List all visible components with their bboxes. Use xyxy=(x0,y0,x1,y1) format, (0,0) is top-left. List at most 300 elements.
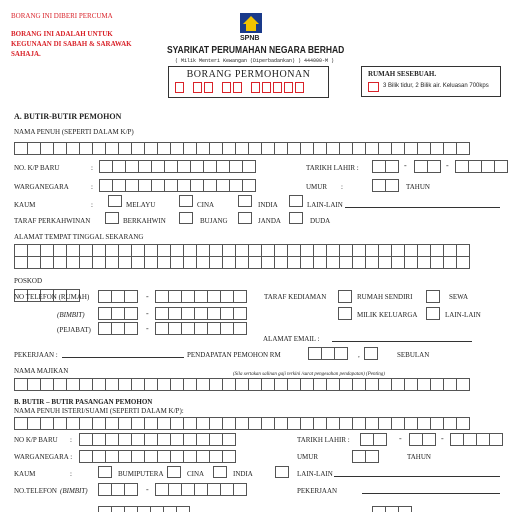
input-cell[interactable] xyxy=(203,160,217,173)
input-cell[interactable] xyxy=(183,417,197,430)
input-cell[interactable] xyxy=(209,142,223,155)
input-cell[interactable] xyxy=(430,256,444,269)
input-cell[interactable] xyxy=(235,378,249,391)
input-cell[interactable] xyxy=(196,450,210,463)
house-type-checkbox[interactable] xyxy=(368,82,379,92)
input-cell[interactable] xyxy=(170,450,184,463)
input-cell[interactable] xyxy=(209,450,223,463)
input-cell[interactable] xyxy=(27,417,41,430)
input-cell[interactable] xyxy=(261,417,275,430)
input-cell[interactable] xyxy=(155,290,169,303)
input-cell[interactable] xyxy=(233,483,247,496)
input-cell[interactable] xyxy=(308,347,322,360)
input-cell[interactable] xyxy=(222,450,236,463)
dob-month-grid[interactable] xyxy=(414,160,440,173)
input-cell[interactable] xyxy=(300,417,314,430)
input-cell[interactable] xyxy=(220,307,234,320)
input-cell[interactable] xyxy=(209,433,223,446)
input-cell[interactable] xyxy=(222,433,236,446)
input-cell[interactable] xyxy=(229,160,243,173)
phone-office-prefix-grid[interactable] xyxy=(98,322,137,335)
input-cell[interactable] xyxy=(352,450,366,463)
input-cell[interactable] xyxy=(99,160,113,173)
input-cell[interactable] xyxy=(27,378,41,391)
input-cell[interactable] xyxy=(131,417,145,430)
race-other-line[interactable] xyxy=(345,207,500,208)
spouse-phone-prefix-grid[interactable] xyxy=(98,483,137,496)
input-cell[interactable] xyxy=(456,417,470,430)
input-cell[interactable] xyxy=(248,417,262,430)
input-cell[interactable] xyxy=(92,378,106,391)
input-cell[interactable] xyxy=(27,142,41,155)
input-cell[interactable] xyxy=(207,290,221,303)
input-cell[interactable] xyxy=(463,433,477,446)
input-cell[interactable] xyxy=(131,142,145,155)
age-input-grid[interactable] xyxy=(372,179,398,192)
spouse-dob-month-grid[interactable] xyxy=(409,433,435,446)
input-cell[interactable] xyxy=(111,307,125,320)
phone-home-prefix-grid[interactable] xyxy=(98,290,137,303)
input-cell[interactable] xyxy=(313,142,327,155)
input-cell[interactable] xyxy=(112,160,126,173)
input-cell[interactable] xyxy=(168,322,182,335)
input-cell[interactable] xyxy=(248,378,262,391)
input-cell[interactable] xyxy=(111,322,125,335)
input-cell[interactable] xyxy=(372,179,386,192)
input-cell[interactable] xyxy=(326,256,340,269)
input-cell[interactable] xyxy=(207,322,221,335)
input-cell[interactable] xyxy=(391,417,405,430)
input-cell[interactable] xyxy=(194,307,208,320)
ic-input-grid[interactable] xyxy=(99,160,255,173)
input-cell[interactable] xyxy=(183,142,197,155)
input-cell[interactable] xyxy=(157,142,171,155)
input-cell[interactable] xyxy=(66,378,80,391)
input-cell[interactable] xyxy=(372,160,386,173)
input-cell[interactable] xyxy=(391,142,405,155)
input-cell[interactable] xyxy=(209,417,223,430)
input-cell[interactable] xyxy=(194,322,208,335)
marital-single-checkbox[interactable] xyxy=(179,212,193,224)
input-cell[interactable] xyxy=(66,142,80,155)
input-cell[interactable] xyxy=(144,142,158,155)
input-cell[interactable] xyxy=(378,142,392,155)
input-cell[interactable] xyxy=(92,256,106,269)
input-cell[interactable] xyxy=(181,483,195,496)
spouse-race-cina-checkbox[interactable] xyxy=(167,466,181,478)
input-cell[interactable] xyxy=(124,506,138,512)
input-cell[interactable] xyxy=(313,417,327,430)
input-cell[interactable] xyxy=(14,256,28,269)
input-cell[interactable] xyxy=(155,483,169,496)
phone-mobile-prefix-grid[interactable] xyxy=(98,307,137,320)
input-cell[interactable] xyxy=(176,506,190,512)
input-cell[interactable] xyxy=(196,256,210,269)
input-cell[interactable] xyxy=(365,450,379,463)
income-decimal-box[interactable] xyxy=(364,347,378,360)
input-cell[interactable] xyxy=(334,347,348,360)
input-cell[interactable] xyxy=(150,506,164,512)
spouse-next-row-grid[interactable] xyxy=(98,506,189,512)
input-cell[interactable] xyxy=(196,142,210,155)
input-cell[interactable] xyxy=(164,179,178,192)
input-cell[interactable] xyxy=(79,433,93,446)
input-cell[interactable] xyxy=(144,433,158,446)
input-cell[interactable] xyxy=(190,160,204,173)
input-cell[interactable] xyxy=(220,483,234,496)
input-cell[interactable] xyxy=(385,179,399,192)
input-cell[interactable] xyxy=(274,142,288,155)
input-cell[interactable] xyxy=(339,142,353,155)
input-cell[interactable] xyxy=(378,378,392,391)
residence-own-checkbox[interactable] xyxy=(338,290,352,303)
input-cell[interactable] xyxy=(105,256,119,269)
input-cell[interactable] xyxy=(53,378,67,391)
input-cell[interactable] xyxy=(144,256,158,269)
input-cell[interactable] xyxy=(131,433,145,446)
input-cell[interactable] xyxy=(92,433,106,446)
input-cell[interactable] xyxy=(404,417,418,430)
employer-grid[interactable] xyxy=(14,378,469,391)
job-line[interactable] xyxy=(62,357,184,358)
input-cell[interactable] xyxy=(118,256,132,269)
input-cell[interactable] xyxy=(105,378,119,391)
input-cell[interactable] xyxy=(105,417,119,430)
input-cell[interactable] xyxy=(300,142,314,155)
input-cell[interactable] xyxy=(170,378,184,391)
marital-married-checkbox[interactable] xyxy=(105,212,119,224)
input-cell[interactable] xyxy=(430,417,444,430)
input-cell[interactable] xyxy=(181,322,195,335)
spouse-citizen-grid[interactable] xyxy=(79,450,235,463)
input-cell[interactable] xyxy=(233,322,247,335)
dob-day-grid[interactable] xyxy=(372,160,398,173)
address-grid-row2[interactable] xyxy=(14,256,469,269)
input-cell[interactable] xyxy=(455,160,469,173)
input-cell[interactable] xyxy=(222,378,236,391)
name-input-grid[interactable] xyxy=(14,142,469,155)
residence-other-checkbox[interactable] xyxy=(426,307,440,320)
input-cell[interactable] xyxy=(326,142,340,155)
input-cell[interactable] xyxy=(242,179,256,192)
input-cell[interactable] xyxy=(235,417,249,430)
input-cell[interactable] xyxy=(235,142,249,155)
spouse-race-india-checkbox[interactable] xyxy=(213,466,227,478)
input-cell[interactable] xyxy=(177,160,191,173)
input-cell[interactable] xyxy=(40,142,54,155)
input-cell[interactable] xyxy=(163,506,177,512)
input-cell[interactable] xyxy=(229,179,243,192)
marital-widow-checkbox[interactable] xyxy=(238,212,252,224)
input-cell[interactable] xyxy=(391,378,405,391)
input-cell[interactable] xyxy=(209,378,223,391)
input-cell[interactable] xyxy=(183,433,197,446)
input-cell[interactable] xyxy=(170,417,184,430)
input-cell[interactable] xyxy=(27,256,41,269)
input-cell[interactable] xyxy=(220,290,234,303)
input-cell[interactable] xyxy=(14,142,28,155)
form-number-boxes[interactable] xyxy=(175,82,304,93)
input-cell[interactable] xyxy=(391,256,405,269)
race-other-checkbox[interactable] xyxy=(289,195,303,207)
spouse-race-other-checkbox[interactable] xyxy=(275,466,289,478)
spouse-race-bumi-checkbox[interactable] xyxy=(98,466,112,478)
input-cell[interactable] xyxy=(372,506,386,512)
input-cell[interactable] xyxy=(385,506,399,512)
input-cell[interactable] xyxy=(417,417,431,430)
phone-mobile-number-grid[interactable] xyxy=(155,307,246,320)
input-cell[interactable] xyxy=(476,433,490,446)
spouse-name-grid[interactable] xyxy=(14,417,469,430)
input-cell[interactable] xyxy=(40,256,54,269)
input-cell[interactable] xyxy=(365,142,379,155)
input-cell[interactable] xyxy=(105,142,119,155)
input-cell[interactable] xyxy=(118,417,132,430)
input-cell[interactable] xyxy=(170,433,184,446)
input-cell[interactable] xyxy=(378,417,392,430)
input-cell[interactable] xyxy=(66,256,80,269)
input-cell[interactable] xyxy=(79,256,93,269)
input-cell[interactable] xyxy=(385,160,399,173)
input-cell[interactable] xyxy=(124,322,138,335)
input-cell[interactable] xyxy=(300,256,314,269)
input-cell[interactable] xyxy=(151,179,165,192)
input-cell[interactable] xyxy=(443,142,457,155)
input-cell[interactable] xyxy=(481,160,495,173)
input-cell[interactable] xyxy=(313,378,327,391)
input-cell[interactable] xyxy=(196,378,210,391)
input-cell[interactable] xyxy=(138,160,152,173)
input-cell[interactable] xyxy=(98,483,112,496)
citizen-input-grid[interactable] xyxy=(99,179,255,192)
input-cell[interactable] xyxy=(92,450,106,463)
input-cell[interactable] xyxy=(339,256,353,269)
input-cell[interactable] xyxy=(222,142,236,155)
dob-year-grid[interactable] xyxy=(455,160,507,173)
input-cell[interactable] xyxy=(111,290,125,303)
input-cell[interactable] xyxy=(99,179,113,192)
input-cell[interactable] xyxy=(105,450,119,463)
input-cell[interactable] xyxy=(112,179,126,192)
input-cell[interactable] xyxy=(181,290,195,303)
input-cell[interactable] xyxy=(118,433,132,446)
input-cell[interactable] xyxy=(207,307,221,320)
input-cell[interactable] xyxy=(287,256,301,269)
input-cell[interactable] xyxy=(170,142,184,155)
input-cell[interactable] xyxy=(118,142,132,155)
spouse-age-grid[interactable] xyxy=(352,450,378,463)
input-cell[interactable] xyxy=(181,307,195,320)
input-cell[interactable] xyxy=(352,378,366,391)
input-cell[interactable] xyxy=(168,290,182,303)
input-cell[interactable] xyxy=(194,290,208,303)
input-cell[interactable] xyxy=(196,417,210,430)
input-cell[interactable] xyxy=(79,450,93,463)
input-cell[interactable] xyxy=(365,417,379,430)
input-cell[interactable] xyxy=(404,256,418,269)
input-cell[interactable] xyxy=(360,433,374,446)
input-cell[interactable] xyxy=(53,417,67,430)
input-cell[interactable] xyxy=(14,417,28,430)
input-cell[interactable] xyxy=(468,160,482,173)
input-cell[interactable] xyxy=(157,378,171,391)
input-cell[interactable] xyxy=(261,256,275,269)
input-cell[interactable] xyxy=(170,256,184,269)
input-cell[interactable] xyxy=(352,417,366,430)
email-line[interactable] xyxy=(332,341,472,342)
spouse-next-row-grid-right[interactable] xyxy=(372,506,411,512)
input-cell[interactable] xyxy=(417,378,431,391)
input-cell[interactable] xyxy=(409,433,423,446)
input-cell[interactable] xyxy=(157,417,171,430)
input-cell[interactable] xyxy=(216,160,230,173)
input-cell[interactable] xyxy=(274,378,288,391)
input-cell[interactable] xyxy=(79,378,93,391)
race-melayu-checkbox[interactable] xyxy=(108,195,122,207)
input-cell[interactable] xyxy=(155,307,169,320)
phone-office-number-grid[interactable] xyxy=(155,322,246,335)
input-cell[interactable] xyxy=(365,256,379,269)
input-cell[interactable] xyxy=(489,433,503,446)
input-cell[interactable] xyxy=(157,450,171,463)
race-india-checkbox[interactable] xyxy=(238,195,252,207)
input-cell[interactable] xyxy=(79,417,93,430)
input-cell[interactable] xyxy=(248,256,262,269)
input-cell[interactable] xyxy=(92,142,106,155)
input-cell[interactable] xyxy=(66,417,80,430)
input-cell[interactable] xyxy=(456,378,470,391)
input-cell[interactable] xyxy=(404,378,418,391)
input-cell[interactable] xyxy=(203,179,217,192)
input-cell[interactable] xyxy=(79,142,93,155)
input-cell[interactable] xyxy=(183,378,197,391)
input-cell[interactable] xyxy=(118,450,132,463)
input-cell[interactable] xyxy=(98,307,112,320)
marital-widower-checkbox[interactable] xyxy=(289,212,303,224)
input-cell[interactable] xyxy=(233,307,247,320)
input-cell[interactable] xyxy=(92,417,106,430)
input-cell[interactable] xyxy=(456,256,470,269)
input-cell[interactable] xyxy=(378,256,392,269)
phone-home-number-grid[interactable] xyxy=(155,290,246,303)
input-cell[interactable] xyxy=(137,506,151,512)
input-cell[interactable] xyxy=(422,433,436,446)
input-cell[interactable] xyxy=(287,417,301,430)
spouse-dob-day-grid[interactable] xyxy=(360,433,386,446)
input-cell[interactable] xyxy=(168,483,182,496)
input-cell[interactable] xyxy=(131,256,145,269)
input-cell[interactable] xyxy=(124,290,138,303)
input-cell[interactable] xyxy=(105,433,119,446)
input-cell[interactable] xyxy=(177,179,191,192)
input-cell[interactable] xyxy=(373,433,387,446)
input-cell[interactable] xyxy=(427,160,441,173)
input-cell[interactable] xyxy=(414,160,428,173)
input-cell[interactable] xyxy=(365,378,379,391)
spouse-race-other-line[interactable] xyxy=(334,476,500,477)
input-cell[interactable] xyxy=(456,142,470,155)
input-cell[interactable] xyxy=(124,307,138,320)
input-cell[interactable] xyxy=(352,142,366,155)
input-cell[interactable] xyxy=(131,450,145,463)
input-cell[interactable] xyxy=(430,378,444,391)
input-cell[interactable] xyxy=(274,417,288,430)
input-cell[interactable] xyxy=(144,378,158,391)
input-cell[interactable] xyxy=(207,483,221,496)
input-cell[interactable] xyxy=(398,506,412,512)
input-cell[interactable] xyxy=(168,307,182,320)
input-cell[interactable] xyxy=(209,256,223,269)
input-cell[interactable] xyxy=(111,483,125,496)
input-cell[interactable] xyxy=(118,378,132,391)
spouse-ic-grid[interactable] xyxy=(79,433,235,446)
input-cell[interactable] xyxy=(157,433,171,446)
input-cell[interactable] xyxy=(164,160,178,173)
input-cell[interactable] xyxy=(443,256,457,269)
input-cell[interactable] xyxy=(233,290,247,303)
input-cell[interactable] xyxy=(417,256,431,269)
input-cell[interactable] xyxy=(242,160,256,173)
input-cell[interactable] xyxy=(144,450,158,463)
input-cell[interactable] xyxy=(339,417,353,430)
input-cell[interactable] xyxy=(131,378,145,391)
input-cell[interactable] xyxy=(40,378,54,391)
residence-family-checkbox[interactable] xyxy=(338,307,352,320)
input-cell[interactable] xyxy=(222,256,236,269)
input-cell[interactable] xyxy=(443,417,457,430)
input-cell[interactable] xyxy=(183,450,197,463)
input-cell[interactable] xyxy=(222,417,236,430)
input-cell[interactable] xyxy=(98,322,112,335)
input-cell[interactable] xyxy=(125,179,139,192)
input-cell[interactable] xyxy=(220,322,234,335)
spouse-dob-year-grid[interactable] xyxy=(450,433,502,446)
input-cell[interactable] xyxy=(326,417,340,430)
input-cell[interactable] xyxy=(216,179,230,192)
input-cell[interactable] xyxy=(235,256,249,269)
input-cell[interactable] xyxy=(155,322,169,335)
input-cell[interactable] xyxy=(248,142,262,155)
input-cell[interactable] xyxy=(157,256,171,269)
income-grid[interactable] xyxy=(308,347,347,360)
input-cell[interactable] xyxy=(274,256,288,269)
input-cell[interactable] xyxy=(190,179,204,192)
residence-rent-checkbox[interactable] xyxy=(426,290,440,303)
input-cell[interactable] xyxy=(300,378,314,391)
input-cell[interactable] xyxy=(494,160,508,173)
input-cell[interactable] xyxy=(287,142,301,155)
input-cell[interactable] xyxy=(261,378,275,391)
input-cell[interactable] xyxy=(313,256,327,269)
input-cell[interactable] xyxy=(430,142,444,155)
input-cell[interactable] xyxy=(111,506,125,512)
input-cell[interactable] xyxy=(326,378,340,391)
input-cell[interactable] xyxy=(14,378,28,391)
input-cell[interactable] xyxy=(443,378,457,391)
input-cell[interactable] xyxy=(404,142,418,155)
input-cell[interactable] xyxy=(98,506,112,512)
input-cell[interactable] xyxy=(196,433,210,446)
input-cell[interactable] xyxy=(40,417,54,430)
input-cell[interactable] xyxy=(98,290,112,303)
input-cell[interactable] xyxy=(151,160,165,173)
input-cell[interactable] xyxy=(144,417,158,430)
input-cell[interactable] xyxy=(261,142,275,155)
spouse-job-line[interactable] xyxy=(362,493,500,494)
input-cell[interactable] xyxy=(125,160,139,173)
input-cell[interactable] xyxy=(339,378,353,391)
input-cell[interactable] xyxy=(321,347,335,360)
